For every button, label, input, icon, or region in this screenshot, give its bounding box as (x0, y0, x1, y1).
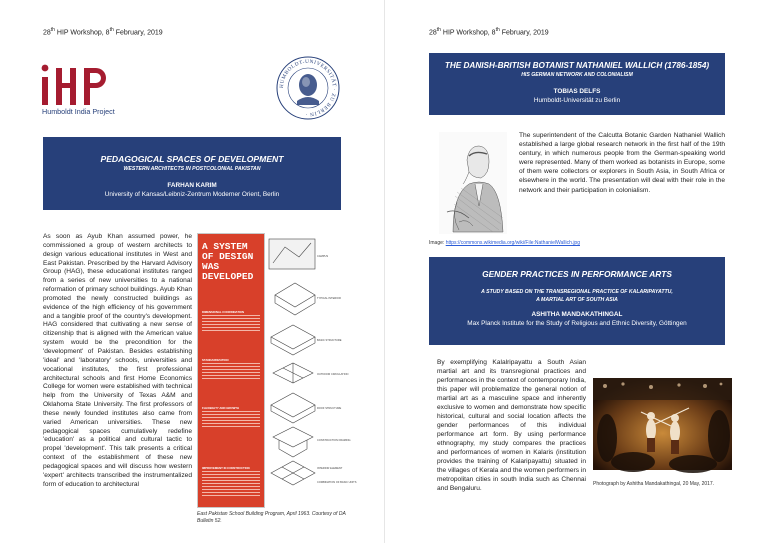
seal-ring-text: HUMBOLDT-UNIVERSITÄT · ZU BERLIN · (278, 58, 338, 118)
talk-subtitle-line2: A MARTIAL ART OF SOUTH ASIA (536, 297, 618, 303)
humboldt-seal (275, 55, 341, 121)
poster-caption: East Pakistan School Building Program, April 1963. Courtesy of DA Bulletin 52. (197, 511, 346, 524)
right-page (384, 0, 768, 543)
wallich-portrait (439, 132, 507, 234)
diagram-label-6: CONSTRUCTION FRAMING (317, 439, 351, 442)
hip-logo-text: Humboldt India Project (42, 107, 115, 116)
diagram-label-8: COMBINATION OF BASIC UNITS (317, 481, 357, 484)
hip-logo-mark-icon (42, 64, 112, 108)
diagram-label-5: ROOF STRUCTURE (317, 407, 342, 410)
poster-section-3: FLEXIBILITY AND GROWTH (202, 406, 239, 410)
talk-banner-delfs (429, 53, 725, 115)
wallich-image-caption: Image: https://commons.wikimedia.org/wiki/File:NathanielWallich.jpg (429, 240, 580, 246)
poster-lines-3 (202, 411, 260, 429)
talk-affiliation: University of Kansas/Leibniz-Zentrum Moderner Orient, Berlin (104, 191, 280, 198)
talk-author: FARHAN KARIM (167, 182, 217, 189)
abstract-delfs: The superintendent of the Calcutta Botanic Garden Nathaniel Wallich established a large global research network in the first half of the 19th century, in which numerous people from the German-speaking world were represented. Many of them worked as botanists in Europe, some of them were collectors or explorers in South Asia, in South Africa or elsewhere in the world. The presentation will deal with their role in the network and their participation in colonialism. (519, 132, 725, 194)
poster-section-4: IMPROVEMENT IN CONSTRUCTION (202, 466, 250, 470)
poster-heading: A SYSTEM OF DESIGN WAS DEVELOPED (202, 241, 254, 282)
diagram-label-4: OUTDOOR CIRCULATION (317, 373, 349, 376)
talk-subtitle: WESTERN ARCHITECTS IN POSTCOLONIAL PAKISTAN (123, 166, 261, 172)
poster-section-2: STANDARDIZATION (202, 358, 229, 362)
talk-banner-karim (43, 137, 341, 210)
talk-affiliation: Max Planck Institute for the Study of Religious and Ethnic Diversity, Göttingen (467, 320, 687, 327)
poster-section-1: DIMENSIONAL COORDINATION (202, 310, 245, 314)
kalaripayattu-photo (593, 378, 732, 470)
talk-title: PEDAGOGICAL SPACES OF DEVELOPMENT (100, 154, 284, 164)
talk-author: ASHITHA MANDAKATHINGAL (531, 311, 623, 318)
poster-lines-1 (202, 315, 260, 333)
diagram-label-7: INTERIOR ELEMENT (317, 467, 343, 470)
abstract-mandakathingal: By exemplifying Kalalripayattu a South Asian martial art and its transregional practices and performances in the context of contemporary India, this paper will problematize the general notion of martial art as a masculine space and inherently exclusive to women and demonstrate how specific historical, cultural and social location affects the gender performances of this individual performance art form. By using performance ethnography, my study compares the practices and performances of women in Kalaris (institution provides the training of Kalaripayattu) situated in the villages of Kerala and the women performers in metropolitan cities in south India such as Chennai and Bengaluru. (437, 359, 586, 492)
talk-banner-mandakathingal (429, 257, 725, 345)
talk-author: TOBIAS DELFS (553, 88, 601, 95)
school-building-poster (197, 233, 357, 508)
talk-affiliation: Humboldt-Universität zu Berlin (533, 97, 621, 104)
talk-subtitle-line1: A STUDY BASED ON THE TRANSREGIONAL PRACTICE OF KALARIPAYATTU, (481, 289, 673, 295)
talk-subtitle: HIS GERMAN NETWORK AND COLONIALISM (521, 72, 633, 78)
diagram-label-3: BASIC STRUCTURE (317, 339, 342, 342)
diagram-label-1: CAMPUS (317, 255, 329, 258)
page-header: 28th HIP Workshop, 8th February, 2019 (429, 27, 549, 37)
poster-red-panel (197, 233, 265, 508)
page-header: 28th HIP Workshop, 8th February, 2019 (43, 27, 163, 37)
diagram-label-2: TYPICAL INTERIOR (317, 297, 341, 300)
talk-title: THE DANISH-BRITISH BOTANIST NATHANIEL WALLICH (1786-1854) (444, 61, 710, 70)
abstract-karim: As soon as Ayub Khan assumed power, he commissioned a group of western architects to design various educational institutes in West and East Pakistan. Prescribed by the Harvard Advisory Group (HAG), these educational institutes ranged from a series of new universities to a national reformation of primary school buildings. Ayub Khan promoted the newly constructed buildings as evidence of the high efficiency of his government and a tangible proof of the country's development. HAG considered that cultivating a new sense of citizenship that is aligned with the American value system would be the precondition for the 'development' of Pakistan. Besides establishing 'ideal' and 'laboratory' schools, universities and vocational institutes, the first professional architectural schools and first Home Economics College for women were established with technical help from the University of Texas A&M and Oklahoma State University. The first professors of these newly founded institutes also came from varied American universities. These new pedagogical spaces cumulatively redefine 'education' as a political and cultural tactic to propel 'development'. This talk presents a critical context of the establishment of these new pedagogical spaces and will discuss how western 'expert' architects transcribed the instrumentalized form of education to architectural (43, 233, 192, 488)
building-diagrams (265, 233, 357, 508)
poster-lines-4 (202, 471, 260, 497)
hip-logo (42, 64, 172, 114)
poster-lines-2 (202, 363, 260, 381)
photo-caption: Photograph by Ashitha Mandakathingal, 20 May, 2017. (593, 481, 715, 487)
talk-title: GENDER PRACTICES IN PERFORMANCE ARTS (482, 269, 672, 279)
wallich-image-link[interactable]: https://commons.wikimedia.org/wiki/File:NathanielWallich.jpg (445, 240, 580, 246)
